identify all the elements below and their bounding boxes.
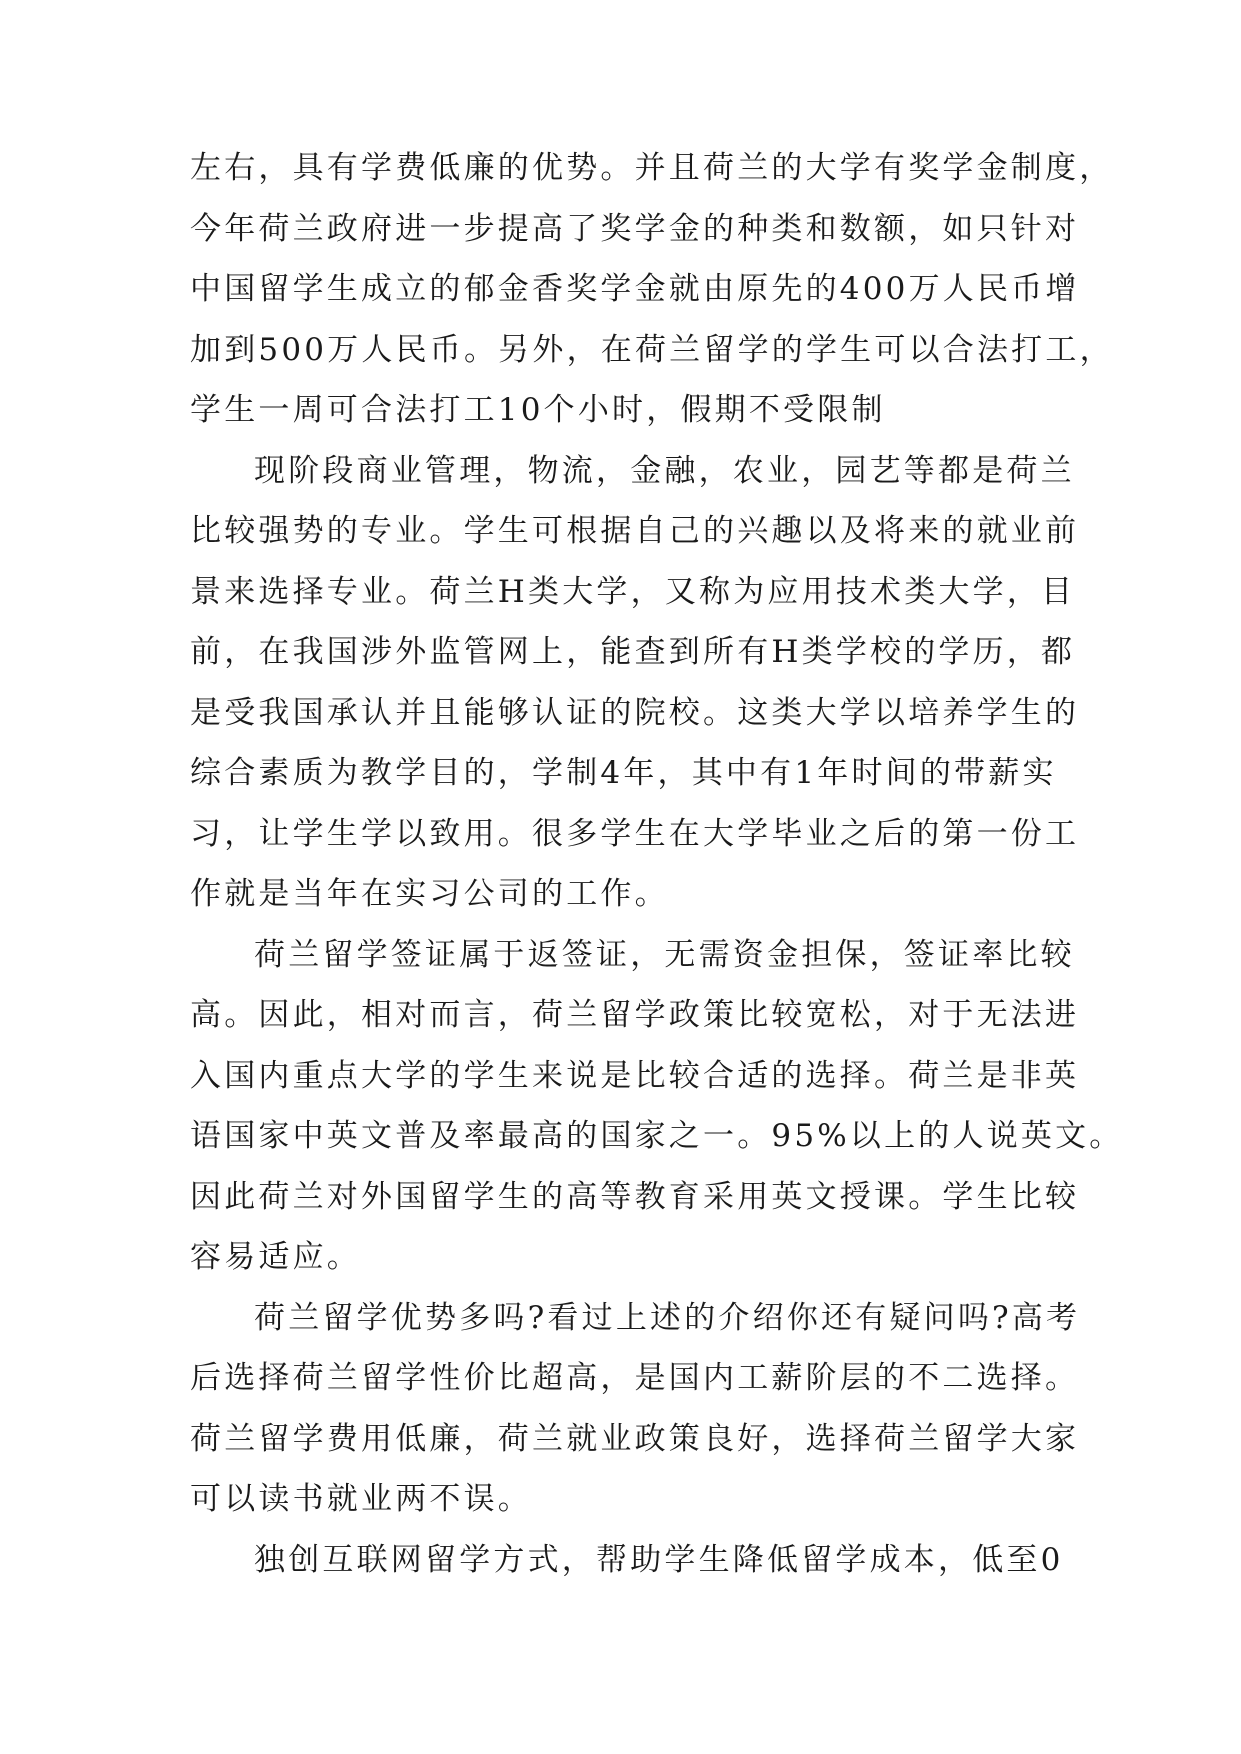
text-line: 左右，具有学费低廉的优势。并且荷兰的大学有奖学金制度， xyxy=(190,150,1114,186)
text-line: 景来选择专业。荷兰H类大学，又称为应用技术类大学，目 xyxy=(190,573,1076,610)
document-body xyxy=(190,138,1124,1590)
text-line: 语国家中英文普及率最高的国家之一。95%以上的人说英文。 xyxy=(190,1118,1124,1154)
text-line: 今年荷兰政府进一步提高了奖学金的种类和数额，如只针对 xyxy=(190,210,1080,247)
text-line: 综合素质为教学目的，学制4年，其中有1年时间的带薪实 xyxy=(190,755,1057,791)
text-line: 现阶段商业管理，物流，金融，农业，园艺等都是荷兰 xyxy=(254,452,1075,489)
text-line: 作就是当年在实习公司的工作。 xyxy=(190,876,669,912)
text-line: 独创互联网留学方式，帮助学生降低留学成本，低至0 xyxy=(254,1541,1064,1578)
text-line: 因此荷兰对外国留学生的高等教育采用英文授课。学生比较 xyxy=(190,1178,1080,1215)
text-line: 加到500万人民币。另外，在荷兰留学的学生可以合法打工， xyxy=(190,331,1114,368)
text-line: 容易适应。 xyxy=(190,1239,361,1275)
text-line: 前，在我国涉外监管网上，能查到所有H类学校的学历，都 xyxy=(190,634,1076,670)
text-line: 比较强势的专业。学生可根据自己的兴趣以及将来的就业前 xyxy=(190,513,1080,549)
text-line: 习，让学生学以致用。很多学生在大学毕业之后的第一份工 xyxy=(190,815,1080,852)
text-line: 学生一周可合法打工10个小时，假期不受限制 xyxy=(190,392,886,428)
text-line: 后选择荷兰留学性价比超高，是国内工薪阶层的不二选择。 xyxy=(190,1360,1080,1396)
text-line: 荷兰留学签证属于返签证，无需资金担保，签证率比较 xyxy=(254,936,1075,973)
text-line: 高。因此，相对而言，荷兰留学政策比较宽松，对于无法进 xyxy=(190,997,1080,1033)
text-line: 入国内重点大学的学生来说是比较合适的选择。荷兰是非英 xyxy=(190,1057,1080,1094)
text-line: 荷兰留学费用低廉，荷兰就业政策良好，选择荷兰留学大家 xyxy=(190,1420,1080,1457)
text-line: 中国留学生成立的郁金香奖学金就由原先的400万人民币增 xyxy=(190,271,1080,307)
text-line: 是受我国承认并且能够认证的院校。这类大学以培养学生的 xyxy=(190,694,1080,731)
text-line: 可以读书就业两不误。 xyxy=(190,1481,532,1517)
text-line: 荷兰留学优势多吗?看过上述的介绍你还有疑问吗?高考 xyxy=(254,1299,1081,1336)
